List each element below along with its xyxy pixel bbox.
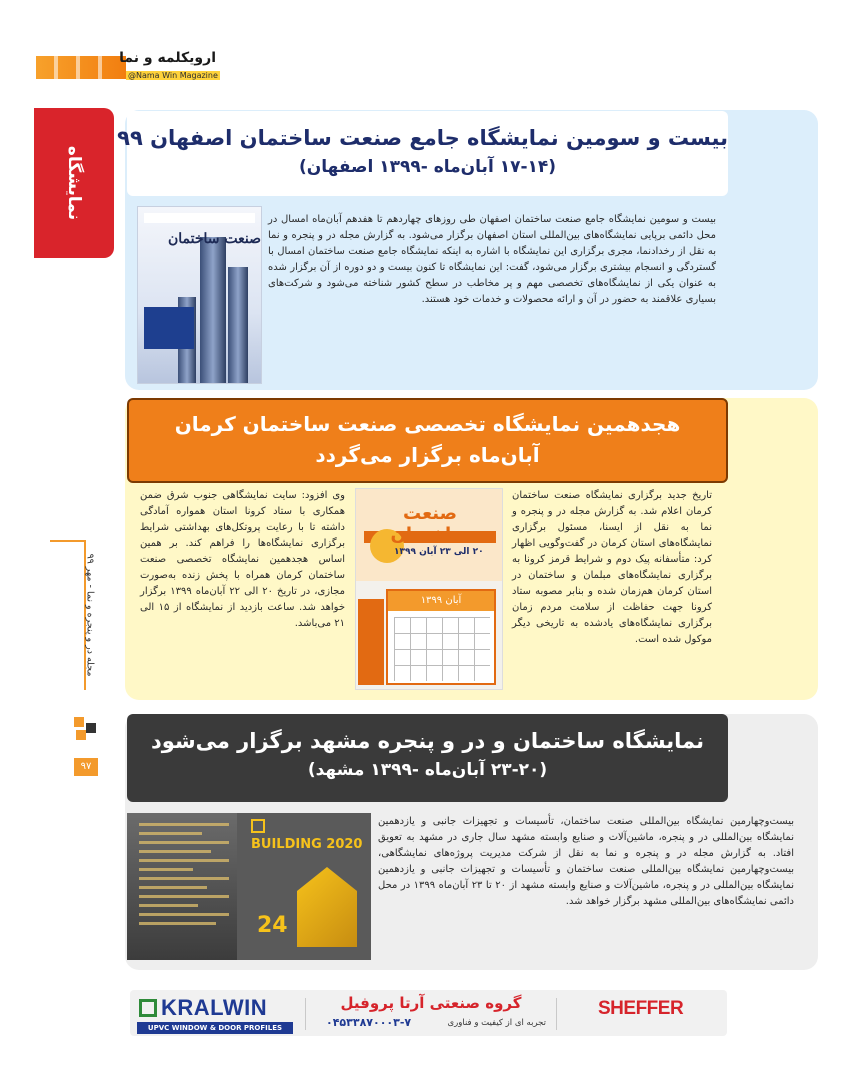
rail-divider-top <box>50 540 84 542</box>
poster-kerman <box>355 488 503 690</box>
calendar-graphic <box>386 589 496 685</box>
magazine-logo <box>119 50 218 80</box>
poster-number: 24 <box>257 913 288 938</box>
section-title-line1: هجدهمین نمایشگاه تخصصی صنعت ساختمان کرمان <box>174 412 681 436</box>
section-title-line2: (۱۷-۱۴ آبان‌ماه -۱۳۹۹ اصفهان) <box>298 157 557 177</box>
article-body-isfahan: بیست و سومین نمایشگاه جامع صنعت ساختمان اصفهان طی روزهای چهاردهم تا هفدهم آبان‌ماه امسال در محل دائمی برپایی نمایشگاه‌های بین‌المللی استان اصفهان برگزار می‌شود. به گزارش مجله در و پنجره و نما به نقل از رخدادنما، مجری برگزاری این نمایشگاه با اشاره به اینکه نمایشگاه جامع صنعت ساختمان امسال با گستردگی و انسجام بیشتری برگزار می‌شود، گفت: این نمایشگاه تا کنون بیست و دو دوره از آن برگزار شده به عنوان یکی از نمایشگاه‌های تخصصی مهم و پر مخاطب در سطح کشور شناخته می‌شود و شرکت‌های بسیاری علاقمند به حضور در آن و ارائه محصولات و خدمات خود هستند. <box>268 214 716 305</box>
section-title-kerman <box>127 398 728 483</box>
article-body-mashhad: بیست‌وچهارمین نمایشگاه بین‌المللی صنعت ساختمان، تأسیسات و تجهیزات جانبی و یازدهمین نمایشگاه بین‌المللی در و پنجره، ماشین‌آلات و صنایع وابسته مشهد سال جاری در مشهد به تعویق افتاد. به گزارش مجله در و پنجره و نما به نقل از شرکت مدیریت پروژه‌های نمایشگاهی، بیست‌وچهارمین نمایشگاه بین‌المللی صنعت ساختمان و تأسیسات و تجهیزات جانبی و یازدهمین نمایشگاه بین‌المللی در و پنجره، ماشین‌آلات و صنایع وابسته مشهد از ۲۰ تا ۲۳ آبان‌ماه ۱۳۹۹ در محل دائمی نمایشگاه‌های بین‌المللی مشهد برگزار خواهد شد. <box>378 816 795 907</box>
section-title-isfahan <box>117 111 728 196</box>
window-icon <box>139 999 157 1017</box>
article-body-kerman-left: وی افزود: سایت نمایشگاهی جنوب شرق ضمن همکاری با ستاد کرونا استان همواره آمادگی داشته تا با رعایت پروتکل‌های بهداشتی شرایط برگزاری نمایشگاه‌ها را فراهم کند. بر همین اساس هجدهمین نمایشگاه تخصصی صنعت ساختمان کرمان همراه با پخش زنده به‌صورت مجازی، در تاریخ ۲۰ الی ۲۲ آبان‌ماه ۱۳۹۹ برگزار خواهد شد. ساعت بازدید از نمایشگاه از ۱۵ الی ۲۱ می‌باشد. <box>140 490 345 629</box>
mini-logo-icon <box>74 717 98 741</box>
poster-title: صنعت ساختمان <box>390 503 470 545</box>
category-label: نمایشگاه <box>64 145 84 221</box>
page-number: ۹۷ <box>74 758 98 776</box>
sheffer-logo: SHEFFER <box>598 998 684 1019</box>
poster-mashhad <box>127 813 371 960</box>
section-title-line2: (۲۳-۲۰ آبان‌ماه -۱۳۹۹ مشهد) <box>307 760 548 780</box>
poster-isfahan <box>137 206 262 384</box>
poster-title: BUILDING 2020 <box>251 837 363 852</box>
article-body-kerman-right: تاریخ جدید برگزاری نمایشگاه صنعت ساختمان کرمان اعلام شد. به گزارش مجله در و پنجره و نما به نقل از ایسنا، مسئول برگزاری نمایشگاه‌های استان کرمان در گفت‌وگویی اظهار کرد: متأسفانه پیک دوم و شرایط قرمز کرونا به برگزاری نمایشگاه‌های مبلمان و ساختمان در استان کرمان هم‌زمان شده و بنابر مصوبه ستاد کرونا جهت حفاظت از سلامت مردم زمان برگزاری نمایشگاه‌های یادشده به تاریخی دیگر موکول شده است. <box>512 490 712 645</box>
ad-divider <box>305 998 306 1030</box>
section-title-mashhad <box>127 714 728 802</box>
poster-date: ۲۰ الی ۲۳ آبان ۱۳۹۹ <box>394 547 484 557</box>
kralwin-tagline: UPVC WINDOW & DOOR PROFILES <box>137 1022 293 1034</box>
logo-text-fa: ارویکلمه و نما <box>119 50 216 66</box>
kralwin-brand: KRALWIN <box>161 995 268 1020</box>
arta-tagline: تجربه ای از کیفیت و فناوری <box>447 1018 546 1028</box>
section-title-line1: بیست و سومین نمایشگاه جامع صنعت ساختمان اصفهان ۹۹ <box>117 126 728 150</box>
category-tab <box>34 108 114 258</box>
header-color-bar <box>36 56 126 79</box>
section-title-line2: آبان‌ماه برگزار می‌گردد <box>315 443 540 467</box>
calendar-label: آبان ۱۳۹۹ <box>388 591 494 611</box>
kralwin-logo <box>137 995 295 1035</box>
arta-phone: ۰۴۵۳۳۸۷۰۰۰۳-۷ <box>326 1016 412 1029</box>
section-title-line1: نمایشگاه ساختمان و در و پنجره مشهد برگزار می‌شود <box>151 729 704 753</box>
exhibition-logo-icon <box>251 819 265 833</box>
issue-caption: مجله در و پنجره و نما - مهر ۹۹ <box>84 553 96 677</box>
arta-profile-block <box>316 994 546 1029</box>
poster-title: صنعت ساختمان <box>167 231 261 247</box>
ad-divider <box>556 998 557 1030</box>
arta-title: گروه صنعتی آرتا پروفیل <box>340 994 522 1012</box>
logo-text-en: @Nama Win Magazine <box>128 71 218 80</box>
